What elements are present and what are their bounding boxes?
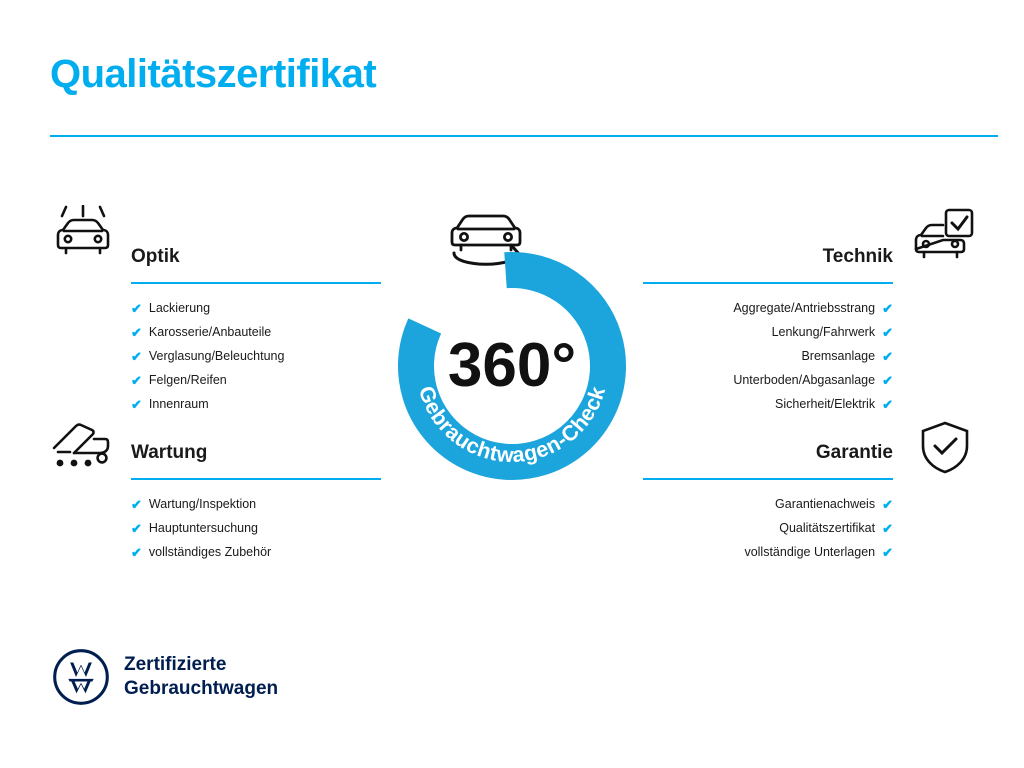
list-item-label: Verglasung/Beleuchtung: [148, 348, 285, 363]
list-item: [131, 492, 381, 516]
check-icon: ✔: [882, 324, 893, 340]
check-icon: ✔: [882, 372, 893, 388]
list-item: [643, 392, 893, 416]
list-item-label: vollständige Unterlagen: [744, 544, 876, 559]
list-item-label: Bremsanlage: [801, 348, 876, 363]
list-item: [131, 516, 381, 540]
check-icon: ✔: [131, 372, 142, 388]
check-icon: ✔: [882, 396, 893, 412]
section-garantie-items: [643, 492, 893, 564]
list-item: [643, 492, 893, 516]
section-wartung-header: [131, 430, 381, 468]
car-lift-icon: [50, 418, 116, 479]
list-item: [643, 296, 893, 320]
section-garantie-divider: [643, 478, 893, 480]
list-item-label: vollständiges Zubehör: [148, 544, 272, 559]
brand-line-2: Gebrauchtwagen: [124, 678, 279, 699]
check-icon: ✔: [131, 396, 142, 412]
list-item: [643, 368, 893, 392]
list-item: [131, 540, 381, 564]
section-optik-items: [131, 296, 381, 416]
badge-value: 360°: [447, 331, 577, 400]
list-item-label: Unterboden/Abgasanlage: [733, 372, 876, 387]
car-check-icon: [912, 207, 976, 270]
list-item: [643, 344, 893, 368]
list-item: [131, 344, 381, 368]
list-item: [131, 296, 381, 320]
list-item-label: Sicherheit/Elektrik: [775, 396, 876, 411]
section-wartung-title: Wartung: [131, 442, 208, 463]
list-item-label: Felgen/Reifen: [148, 372, 227, 387]
section-wartung-divider: [131, 478, 381, 480]
list-item-label: Hauptuntersuchung: [148, 520, 259, 535]
list-item: [131, 320, 381, 344]
section-optik-header: [131, 234, 381, 272]
list-item: [131, 368, 381, 392]
section-garantie-title: Garantie: [815, 442, 893, 463]
list-item-label: Innenraum: [148, 396, 209, 411]
section-optik-title: Optik: [131, 246, 180, 267]
page-title: Qualitätszertifikat: [50, 52, 377, 96]
check-icon: ✔: [131, 496, 142, 512]
section-wartung-items: [131, 492, 381, 564]
check-icon: ✔: [131, 300, 142, 316]
shield-check-icon: [918, 420, 972, 481]
check-icon: ✔: [882, 544, 893, 560]
section-wartung: [131, 430, 381, 564]
list-item-label: Wartung/Inspektion: [148, 496, 257, 511]
list-item: [131, 392, 381, 416]
title-divider: [50, 135, 998, 137]
check-icon: ✔: [131, 544, 142, 560]
list-item-label: Lenkung/Fahrwerk: [771, 324, 876, 339]
section-technik-divider: [643, 282, 893, 284]
brand-line-1: Zertifizierte: [124, 653, 227, 675]
list-item: [643, 540, 893, 564]
section-garantie: [643, 430, 893, 564]
check-icon: ✔: [882, 520, 893, 536]
check-icon: ✔: [882, 496, 893, 512]
check-icon: ✔: [131, 348, 142, 364]
brand-lockup: [52, 648, 278, 706]
section-optik: [131, 234, 381, 416]
check-icon: ✔: [882, 348, 893, 364]
brand-text: [124, 653, 278, 702]
vw-logo: [52, 648, 110, 706]
section-technik: [643, 234, 893, 416]
check-icon: ✔: [131, 324, 142, 340]
check-icon: ✔: [882, 300, 893, 316]
section-optik-divider: [131, 282, 381, 284]
list-item: [643, 516, 893, 540]
section-technik-header: [643, 234, 893, 272]
section-technik-title: Technik: [822, 246, 893, 267]
badge-ring-text: Gebrauchtwagen-Check: [413, 383, 611, 468]
list-item-label: Lackierung: [148, 300, 211, 315]
section-garantie-header: [643, 430, 893, 468]
center-badge: [378, 196, 646, 486]
car-polish-icon: [50, 205, 116, 272]
list-item-label: Aggregate/Antriebsstrang: [733, 300, 876, 315]
list-item-label: Qualitätszertifikat: [779, 520, 876, 535]
list-item-label: Karosserie/Anbauteile: [148, 324, 272, 339]
list-item: [643, 320, 893, 344]
check-icon: ✔: [131, 520, 142, 536]
list-item-label: Garantienachweis: [775, 496, 876, 511]
section-technik-items: [643, 296, 893, 416]
